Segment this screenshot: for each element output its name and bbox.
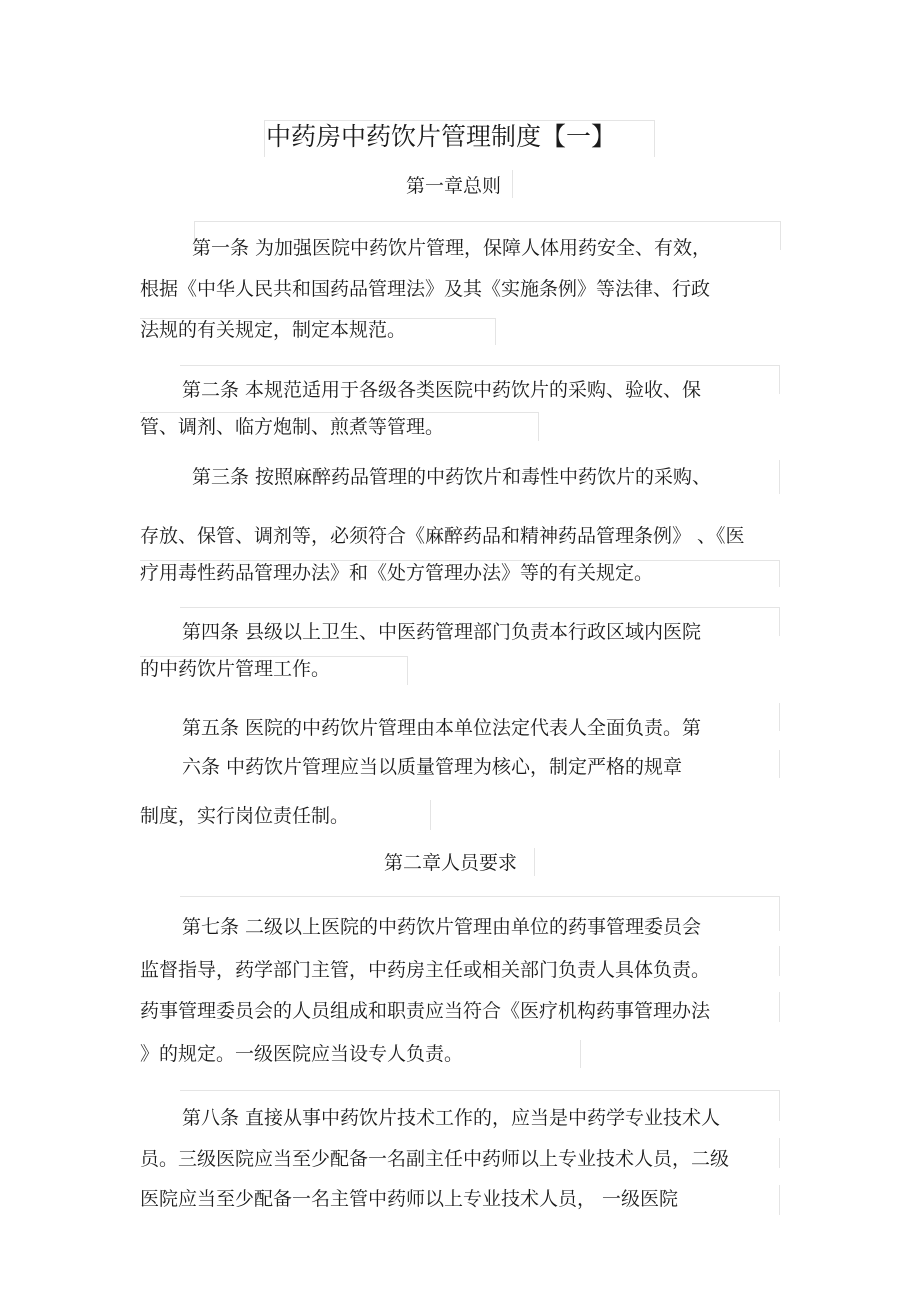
article-1-line-3: 法规的有关规定，制定本规范。: [140, 319, 407, 341]
article-5-line-3: 制度，实行岗位责任制。: [140, 805, 350, 827]
article-5-line-1: 第五条 医院的中药饮片管理由本单位法定代表人全面负责。第: [182, 717, 702, 739]
article-3-line-3: 疗用毒性药品管理办法》和《处方管理办法》等的有关规定。: [140, 562, 654, 584]
article-7-line-3: 药事管理委员会的人员组成和职责应当符合《医疗机构药事管理办法: [140, 1000, 711, 1022]
chapter-heading-2: 第二章人员要求: [384, 852, 518, 874]
article-7-line-1: 第七条 二级以上医院的中药饮片管理由单位的药事管理委员会: [182, 916, 702, 938]
article-1-line-2: 根据《中华人民共和国药品管理法》及其《实施条例》等法律、行政: [140, 278, 711, 300]
article-8-line-2: 员。三级医院应当至少配备一名副主任中药师以上专业技术人员，二级: [140, 1148, 730, 1170]
chapter-heading-1: 第一章总则: [406, 175, 502, 197]
article-7-line-2: 监督指导，药学部门主管，中药房主任或相关部门负责人具体负责。: [140, 959, 711, 981]
article-2-line-1: 第二条 本规范适用于各级各类医院中药饮片的采购、验收、保: [182, 379, 702, 401]
document-title: 中药房中药饮片管理制度【一】: [266, 122, 617, 151]
article-2-line-2: 管、调剂、临方炮制、煎煮等管理。: [140, 416, 445, 438]
article-4-line-2: 的中药饮片管理工作。: [140, 658, 331, 680]
article-3-line-1: 第三条 按照麻醉药品管理的中药饮片和毒性中药饮片的采购、: [192, 466, 712, 488]
article-3-line-2: 存放、保管、调剂等，必须符合《麻醉药品和精神药品管理条例》 、《医: [140, 525, 745, 547]
article-5-line-2: 六条 中药饮片管理应当以质量管理为核心，制定严格的规章: [182, 756, 683, 778]
article-4-line-1: 第四条 县级以上卫生、中医药管理部门负责本行政区域内医院: [182, 621, 702, 643]
article-1-line-1: 第一条 为加强医院中药饮片管理，保障人体用药安全、有效，: [192, 237, 712, 259]
article-8-line-3: 医院应当至少配备一名主管中药师以上专业技术人员， 一级医院: [140, 1188, 679, 1210]
article-7-line-4: 》的规定。一级医院应当设专人负责。: [140, 1043, 464, 1065]
article-8-line-1: 第八条 直接从事中药饮片技术工作的，应当是中药学专业技术人: [182, 1107, 721, 1129]
